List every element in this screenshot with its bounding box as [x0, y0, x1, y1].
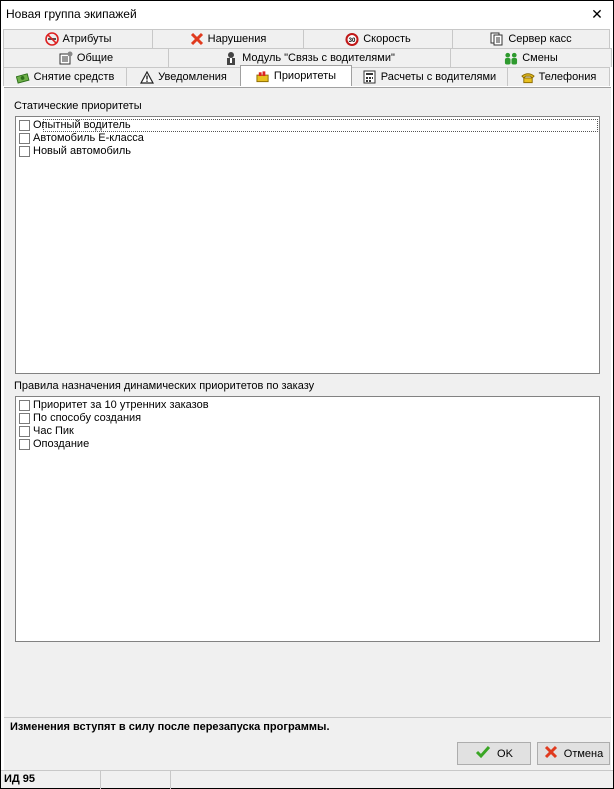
dynamic-priorities-list[interactable] [15, 396, 600, 642]
dynamic-priorities-label: Правила назначения динамических приоритетов по заказу [14, 380, 315, 392]
close-icon[interactable]: ✕ [591, 6, 603, 22]
tab-driver-settlements[interactable] [351, 67, 508, 86]
list-item[interactable] [16, 399, 599, 412]
red-x-icon [190, 32, 204, 46]
list-item-label: По способу создания [33, 412, 142, 424]
people-icon [504, 51, 518, 65]
tab-violations[interactable] [152, 29, 304, 48]
list-item[interactable] [16, 145, 599, 158]
checkbox[interactable] [19, 146, 30, 157]
checkbox[interactable] [19, 133, 30, 144]
tab-label: Модуль "Связь с водителями" [242, 52, 395, 64]
priority-icon [256, 69, 270, 83]
svg-text:30: 30 [348, 37, 356, 44]
static-priorities-list[interactable] [15, 116, 600, 374]
tab-withdrawal[interactable] [3, 67, 127, 86]
tab-notifications[interactable] [126, 67, 241, 86]
restart-notice-bar [4, 717, 611, 738]
status-id: ИД 95 [1, 771, 101, 789]
tab-label: Атрибуты [62, 33, 112, 45]
tab-label: Приоритеты [273, 70, 337, 82]
checkbox[interactable] [19, 426, 30, 437]
list-item-label: Опоздание [33, 438, 90, 450]
list-item-label: Новый автомобиль [33, 145, 132, 157]
tab-attributes[interactable] [3, 29, 153, 48]
checkbox[interactable] [19, 120, 30, 131]
cancel-button-label: Отмена [563, 747, 604, 760]
warning-icon [140, 70, 154, 84]
checkbox[interactable] [19, 400, 30, 411]
tab-row-3 [3, 67, 609, 86]
tab-shifts[interactable] [450, 48, 612, 67]
tab-speed[interactable] [303, 29, 453, 48]
list-item-label: Час Пик [33, 425, 74, 437]
tab-label: Сервер касс [508, 33, 572, 45]
ok-button-label: OK [497, 747, 513, 760]
status-cell-empty [171, 771, 613, 789]
tab-label: Смены [522, 52, 558, 64]
list-item-label: Опытный водитель [33, 119, 131, 131]
driver-icon [224, 51, 238, 65]
no-smoking-icon [45, 32, 59, 46]
list-item[interactable] [16, 425, 599, 438]
list-item[interactable] [16, 119, 599, 132]
list-item[interactable] [16, 438, 599, 451]
money-icon [16, 70, 30, 84]
tab-telephony[interactable] [507, 67, 610, 86]
cancel-button[interactable] [537, 742, 610, 765]
checkbox[interactable] [19, 439, 30, 450]
speed-30-icon [345, 32, 359, 46]
tab-label: Скорость [363, 33, 411, 45]
list-item-label: Приоритет за 10 утренних заказов [33, 399, 209, 411]
ok-button[interactable] [457, 742, 531, 765]
tab-priorities[interactable] [240, 65, 352, 86]
tab-label: Телефония [538, 71, 597, 83]
calculator-icon [363, 70, 377, 84]
status-cell-empty [101, 771, 171, 789]
tab-row-1 [3, 29, 609, 48]
list-item[interactable] [16, 412, 599, 425]
tab-label: Общие [76, 52, 114, 64]
tab-cash-server[interactable] [452, 29, 610, 48]
priorities-panel [4, 87, 611, 717]
static-priorities-label: Статические приоритеты [14, 100, 142, 112]
list-item-label: Автомобиль Е-класса [33, 132, 144, 144]
phone-icon [521, 70, 535, 84]
tab-label: Уведомления [158, 71, 227, 83]
window-title: Новая группа экипажей [6, 7, 137, 21]
status-bar [1, 770, 613, 788]
properties-icon [59, 51, 73, 65]
list-item[interactable] [16, 132, 599, 145]
restart-notice-text: Изменения вступят в силу после перезапуска программы. [10, 721, 330, 733]
title-bar [1, 1, 613, 28]
dialog-buttons [4, 738, 611, 770]
checkbox[interactable] [19, 413, 30, 424]
tab-general[interactable] [3, 48, 169, 67]
tab-label: Расчеты с водителями [380, 71, 497, 83]
documents-icon [490, 32, 504, 46]
tab-label: Снятие средств [33, 71, 115, 83]
red-x-icon [544, 745, 558, 762]
checkmark-icon [475, 745, 491, 762]
tab-label: Нарушения [207, 33, 267, 45]
